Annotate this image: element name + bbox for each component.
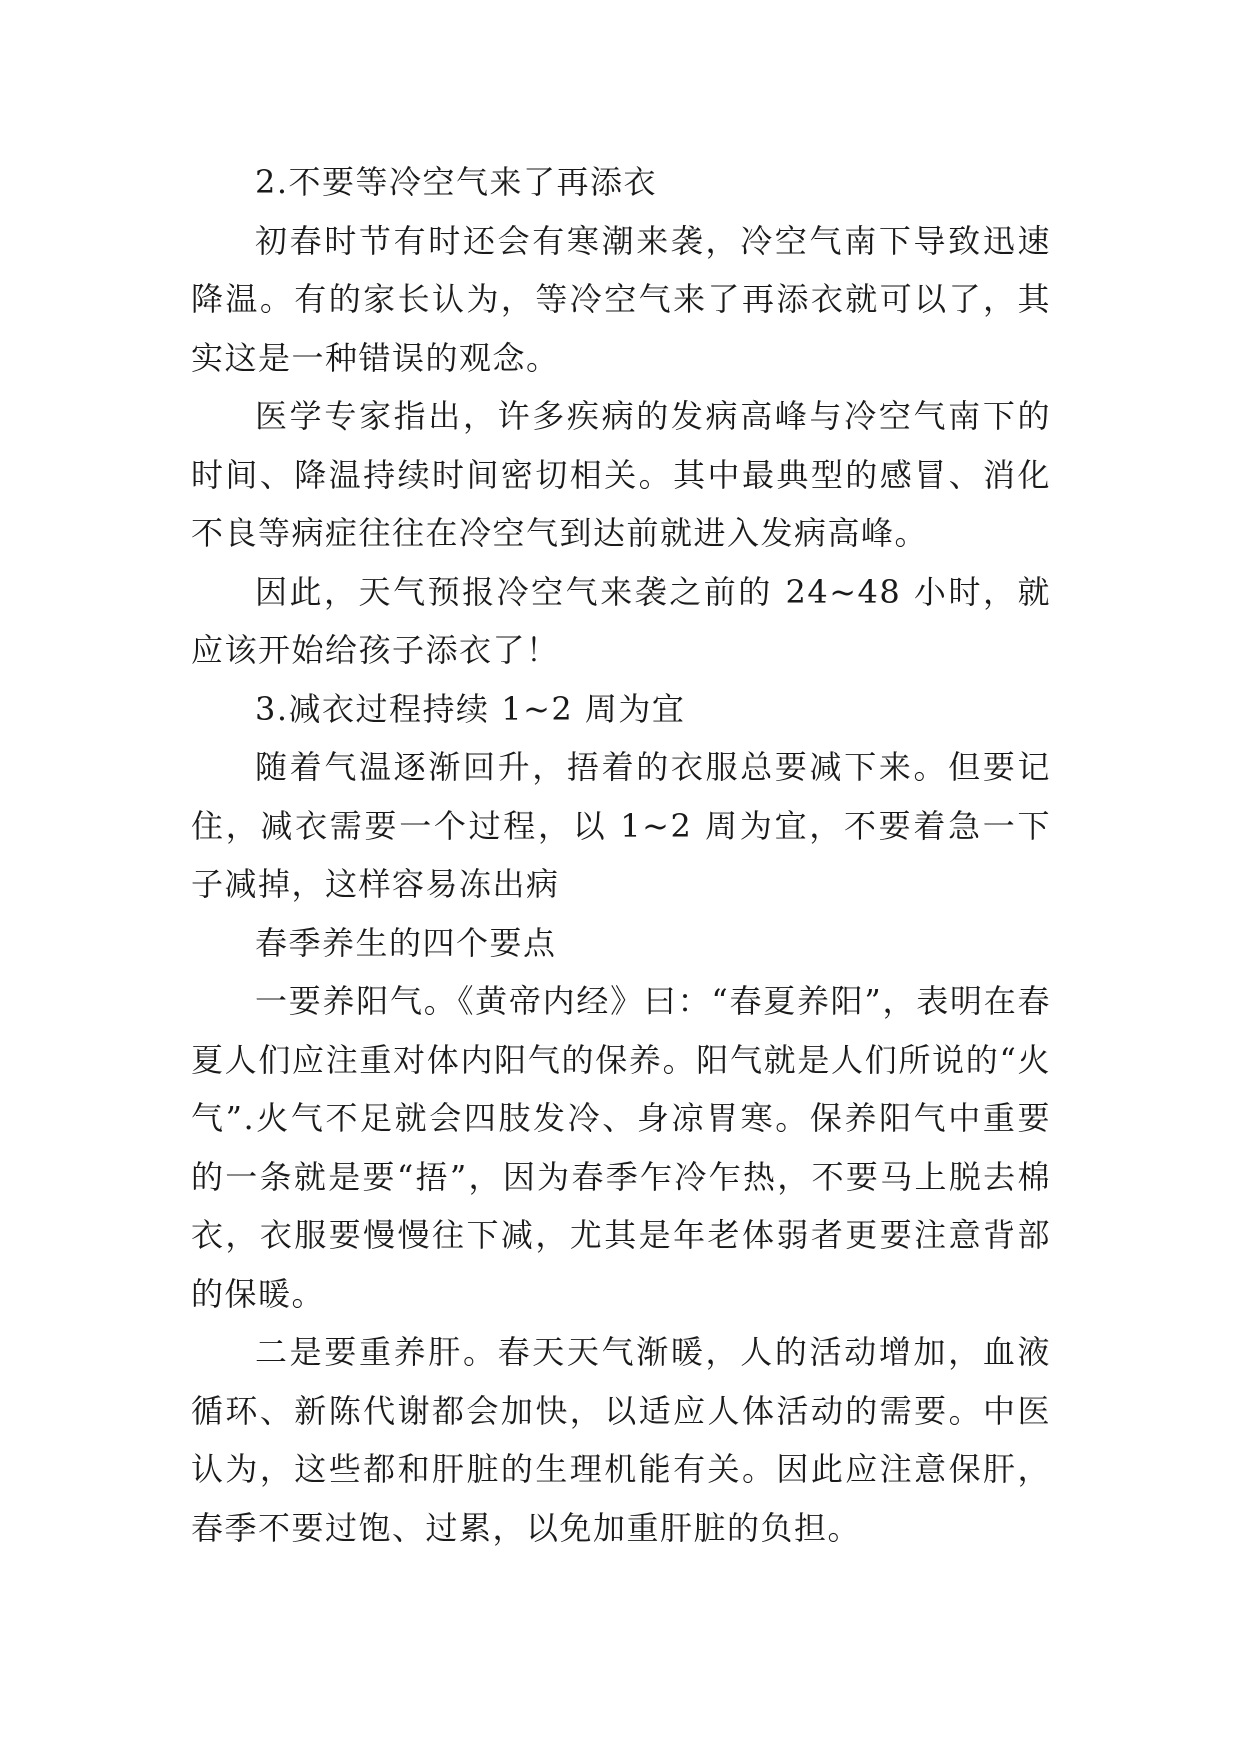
- section-heading-spring-health: 春季养生的四个要点: [255, 923, 557, 962]
- section-heading-3: 3.减衣过程持续 1~2 周为宜: [255, 689, 686, 728]
- paragraph-medical-experts: 医学专家指出，许多疾病的发病高峰与冷空气南下的时间、降温持续时间密切相关。其中最典型的感冒、消化不良等病症往往在冷空气到达前就进入发病高峰。: [191, 397, 1051, 552]
- paragraph-forecast: 因此，天气预报冷空气来袭之前的 24~48 小时，就应该开始给孩子添衣了！: [191, 572, 1051, 669]
- paragraph-yang-qi: 一要养阳气。《黄帝内经》曰：“春夏养阳”，表明在春夏人们应注重对体内阳气的保养。阳气就是人们所说的“火气”.火气不足就会四肢发冷、身凉胃寒。保养阳气中重要的一条就是要“捂”，因为春季乍冷乍热，不要马上脱去棉衣，衣服要慢慢往下减，尤其是年老体弱者更要注意背部的保暖。: [191, 982, 1051, 1313]
- document-body: [191, 153, 1051, 1557]
- paragraph-cold-wave: 初春时节有时还会有寒潮来袭，冷空气南下导致迅速降温。有的家长认为，等冷空气来了再添衣就可以了，其实这是一种错误的观念。: [191, 221, 1051, 377]
- paragraph-reduce-clothes: 随着气温逐渐回升，捂着的衣服总要减下来。但要记住，减衣需要一个过程，以 1~2 周为宜，不要着急一下子减掉，这样容易冻出病: [191, 748, 1051, 903]
- paragraph-liver: 二是要重养肝。春天天气渐暖，人的活动增加，血液循环、新陈代谢都会加快，以适应人体活动的需要。中医认为，这些都和肝脏的生理机能有关。因此应注意保肝，春季不要过饱、过累，以免加重肝脏的负担。: [191, 1333, 1051, 1547]
- section-heading-2: 2.不要等冷空气来了再添衣: [255, 163, 658, 201]
